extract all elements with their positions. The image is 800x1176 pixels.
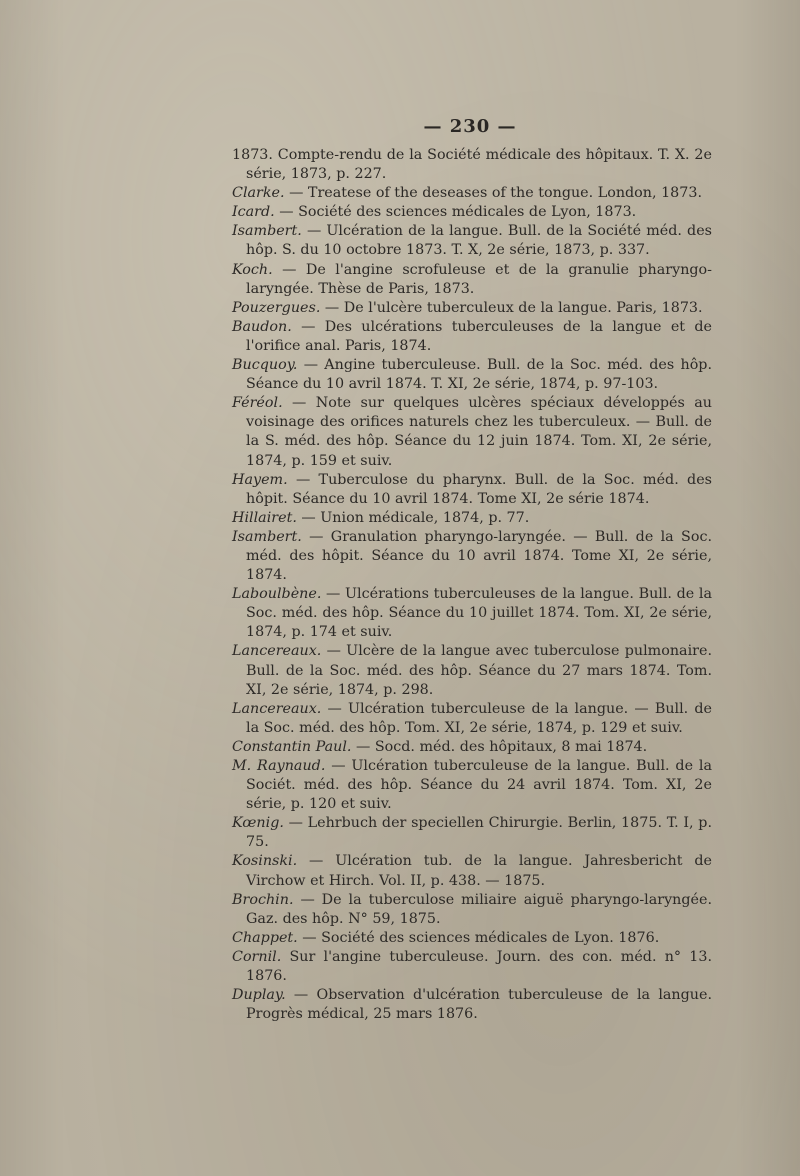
entry-author: Bucquoy. bbox=[232, 357, 298, 374]
bibliography-entry bbox=[232, 757, 712, 814]
bibliography-entry bbox=[232, 356, 712, 394]
entry-author: Cornil. bbox=[232, 948, 282, 965]
entry-text: — Ulcération de la langue. Bull. de la Société méd. des hôp. S. du 10 octobre 1873. T. X, 2e série, 1873, p. 337. bbox=[246, 223, 712, 259]
entry-author: Brochin. bbox=[232, 891, 294, 908]
entry-author: Lancereaux. bbox=[232, 643, 322, 660]
entry-text: — Ulcère de la langue avec tuberculose pulmonaire. Bull. de la Soc. méd. des hôp. Séance du 27 mars 1874. Tom. XI, 2e série, 1874, p. 298. bbox=[246, 643, 712, 698]
entry-author: Isambert. bbox=[232, 223, 302, 240]
bibliography-list bbox=[232, 146, 712, 1024]
entry-text: — Lehrbuch der speciellen Chirurgie. Berlin, 1875. T. I, p. 75. bbox=[246, 815, 712, 851]
entry-author: Féréol. bbox=[232, 395, 283, 412]
bibliography-entry bbox=[232, 528, 712, 585]
entry-text: — Ulcérations tuberculeuses de la langue. Bull. de la Soc. méd. des hôp. Séance du 10 juillet 1874. Tom. XI, 2e série, 1874, p. 174 et suiv. bbox=[246, 586, 712, 641]
entry-text: — Granulation pharyngo-laryngée. — Bull. de la Soc. méd. des hôpit. Séance du 10 avril 1874. Tome XI, 2e série, 1874. bbox=[246, 528, 712, 584]
entry-author: Kosinski. bbox=[232, 853, 298, 870]
entry-text: — Treatese of the deseases of the tongue. London, 1873. bbox=[284, 185, 703, 202]
entry-author: Kœnig. bbox=[232, 815, 284, 832]
entry-author: Clarke. bbox=[232, 185, 285, 202]
entry-text: — Ulcération tuberculeuse de la langue. Bull. de la Sociét. méd. des hôp. Séance du 24 avril 1874. Tom. XI, 2e série, p. 120 et suiv. bbox=[246, 758, 712, 813]
bibliography-entry bbox=[232, 891, 712, 929]
entry-author: Pouzergues. bbox=[232, 299, 321, 316]
entry-text: — Angine tuberculeuse. Bull. de la Soc. méd. des hôp. Séance du 10 avril 1874. T. XI, 2e série, 1874, p. 97-103. bbox=[246, 357, 712, 393]
entry-author: Icard. bbox=[232, 204, 275, 221]
bibliography-entry bbox=[232, 261, 712, 299]
entry-author: Lancereaux. bbox=[232, 700, 322, 717]
bibliography-entry bbox=[232, 184, 712, 203]
entry-text: — Socd. méd. des hôpitaux, 8 mai 1874. bbox=[351, 738, 648, 755]
entry-text: — Note sur quelques ulcères spéciaux développés au voisinage des orifices naturels chez les tuberculeux. — Bull. de la S. méd. des hôp. Séance du 12 juin 1874. Tom. XI, 2e série, 1874, p. 159 et suiv. bbox=[246, 395, 712, 469]
bibliography-entry bbox=[232, 509, 712, 528]
entry-author: Chappet. bbox=[232, 929, 298, 946]
entry-text: — Société des sciences médicales de Lyon, 1873. bbox=[274, 204, 637, 221]
entry-text: — Société des sciences médicales de Lyon. 1876. bbox=[297, 929, 660, 946]
bibliography-entry bbox=[232, 471, 712, 509]
bibliography-entry bbox=[232, 203, 712, 222]
bibliography-entry bbox=[232, 222, 712, 260]
entry-text: — Observation d'ulcération tuberculeuse de la langue. Progrès médical, 25 mars 1876. bbox=[246, 987, 712, 1023]
entry-text: — Union médicale, 1874, p. 77. bbox=[296, 509, 530, 526]
bibliography-entry bbox=[232, 642, 712, 699]
bibliography-entry bbox=[232, 585, 712, 642]
entry-text: — Ulcération tub. de la langue. Jahresbericht de Virchow et Hirch. Vol. II, p. 438. — 1875. bbox=[246, 853, 712, 889]
bibliography-entry bbox=[232, 852, 712, 890]
entry-text: — Ulcération tuberculeuse de la langue. — Bull. de la Soc. méd. des hôp. Tom. XI, 2e série, 1874, p. 129 et suiv. bbox=[246, 700, 712, 736]
entry-author: Laboulbène. bbox=[232, 586, 322, 603]
bibliography-entry bbox=[232, 299, 712, 318]
entry-text: — De l'angine scrofuleuse et de la granulie pharyngo-laryngée. Thèse de Paris, 1873. bbox=[246, 261, 712, 297]
entry-author: Koch. bbox=[232, 261, 273, 278]
bibliography-entry bbox=[232, 146, 712, 184]
entry-author: Duplay. bbox=[232, 987, 286, 1004]
bibliography-entry bbox=[232, 700, 712, 738]
bibliography-entry bbox=[232, 394, 712, 470]
entry-text: 1873. Compte-rendu de la Société médicale des hôpitaux. T. X. 2e série, 1873, p. 227. bbox=[232, 147, 712, 183]
bibliography-entry bbox=[232, 814, 712, 852]
entry-text: — De l'ulcère tuberculeux de la langue. Paris, 1873. bbox=[320, 299, 703, 316]
entry-author: Isambert. bbox=[232, 528, 302, 545]
entry-text: — Tuberculose du pharynx. Bull. de la Soc. méd. des hôpit. Séance du 10 avril 1874. Tome XI, 2e série 1874. bbox=[246, 471, 712, 507]
entry-text: Sur l'angine tuberculeuse. Journ. des con. méd. n° 13. 1876. bbox=[246, 948, 712, 985]
entry-author: Baudon. bbox=[232, 318, 292, 335]
bibliography-entry bbox=[232, 318, 712, 356]
page-number: — 230 — bbox=[423, 116, 517, 137]
bibliography-entry bbox=[232, 948, 712, 986]
entry-text: — Des ulcérations tuberculeuses de la langue et de l'orifice anal. Paris, 1874. bbox=[246, 318, 712, 354]
entry-author: M. Raynaud. bbox=[232, 758, 326, 774]
bibliography-entry bbox=[232, 929, 712, 948]
entry-author: Constantin Paul. bbox=[232, 738, 352, 755]
entry-author: Hillairet. bbox=[232, 509, 297, 526]
bibliography-entry bbox=[232, 738, 712, 757]
entry-author: Hayem. bbox=[232, 471, 288, 488]
entry-text: — De la tuberculose miliaire aiguë pharyngo-laryngée. Gaz. des hôp. N° 59, 1875. bbox=[246, 891, 712, 927]
bibliography-entry bbox=[232, 986, 712, 1024]
